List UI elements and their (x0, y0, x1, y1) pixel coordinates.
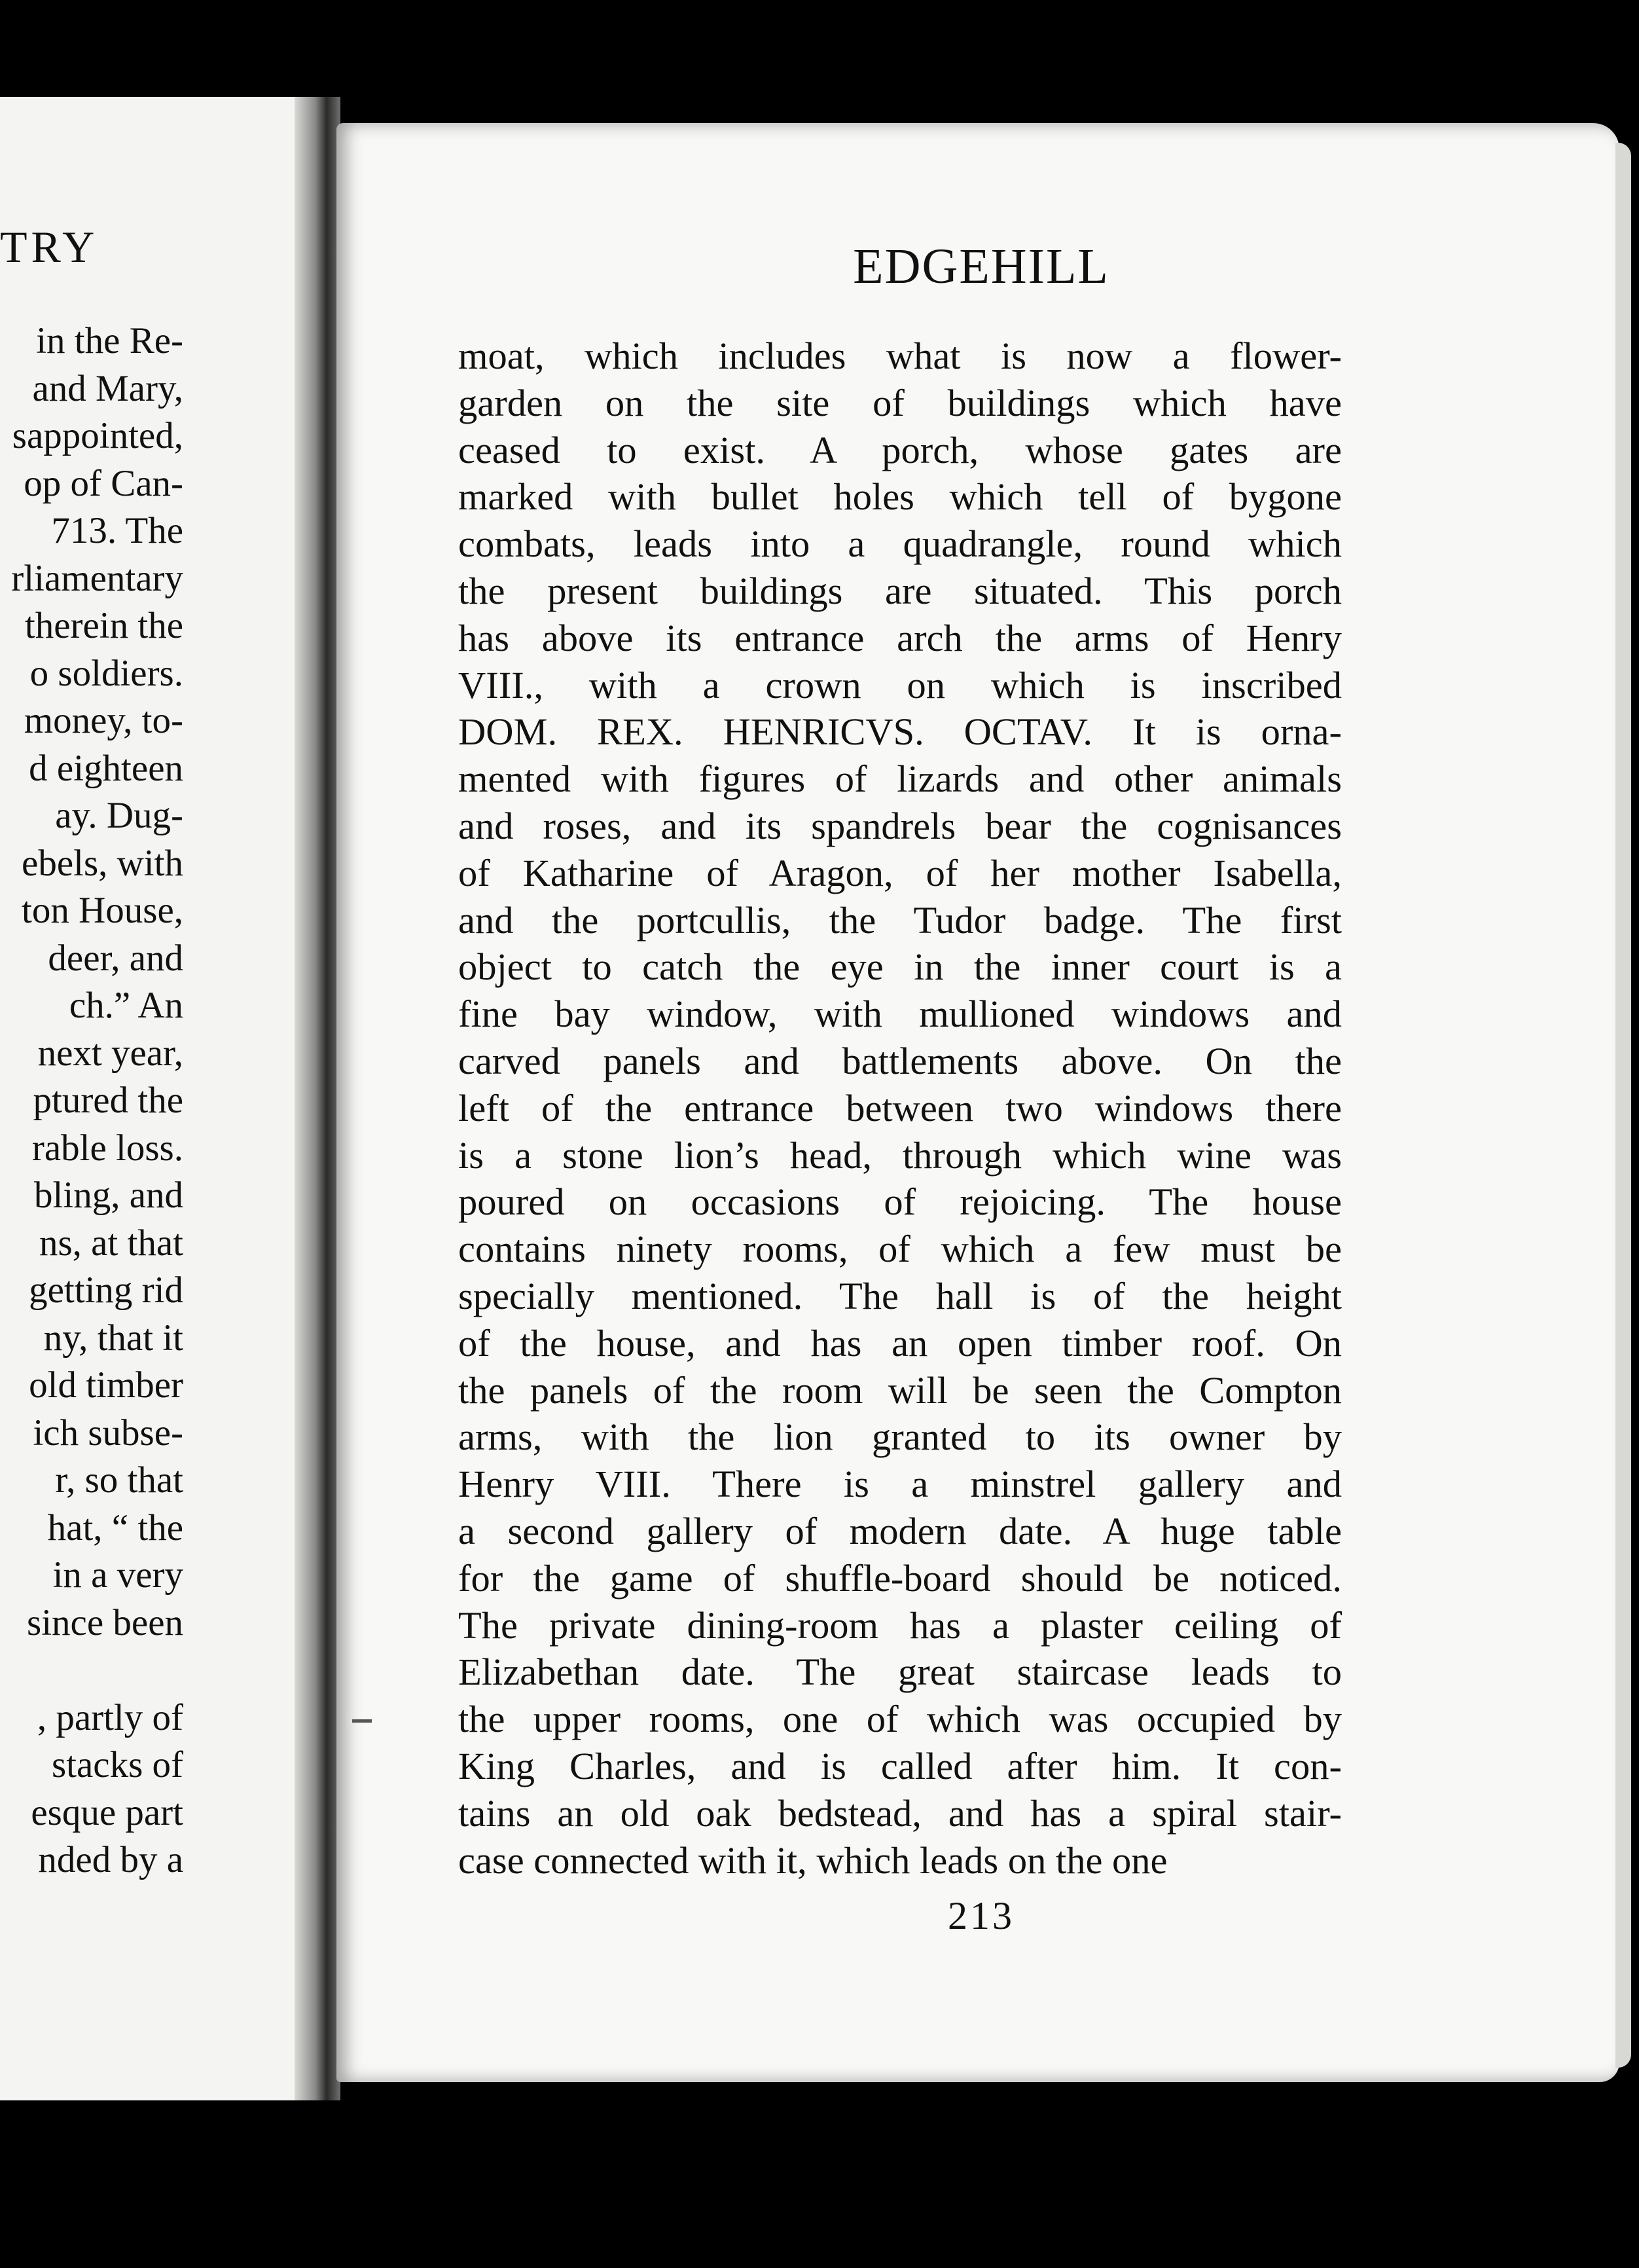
body-line: ceased to exist. A porch, whose gates are (458, 428, 1342, 471)
left-line: ns, at that (39, 1222, 183, 1264)
left-line: therein the (24, 605, 183, 646)
left-line: ich subse- (33, 1412, 183, 1454)
left-line: old timber (29, 1364, 183, 1406)
left-line: rable loss. (31, 1127, 183, 1169)
body-line: arms, with the lion granted to its owner by (458, 1416, 1342, 1459)
left-line: since been (27, 1601, 183, 1643)
body-line: specially mentioned. The hall is of the height (458, 1274, 1342, 1317)
body-line: for the game of shuffle-board should be noticed. (458, 1556, 1342, 1600)
body-line: the panels of the room will be seen the Compton (458, 1368, 1342, 1412)
body-line: a second gallery of modern date. A huge table (458, 1509, 1342, 1552)
left-line: bling, and (34, 1175, 183, 1216)
left-line: hat, “ the (47, 1507, 183, 1548)
left-line: op of Can- (24, 462, 183, 504)
left-line: , partly of (37, 1696, 183, 1738)
left-line: ptured the (33, 1080, 183, 1121)
left-line: 713. The (51, 510, 183, 551)
left-line: ton House, (22, 890, 183, 931)
margin-mark (352, 1719, 372, 1723)
left-line: in a very (52, 1554, 183, 1596)
body-line: and the portcullis, the Tudor badge. The first (458, 898, 1342, 942)
left-line: ch.” An (69, 985, 183, 1026)
body-line: carved panels and battlements above. On the (458, 1039, 1342, 1082)
body-line: of Katharine of Aragon, of her mother Isabella, (458, 851, 1342, 894)
left-line: o soldiers. (29, 652, 183, 694)
left-page (0, 97, 295, 2100)
body-line: of the house, and has an open timber roof. On (458, 1321, 1342, 1364)
right-page (336, 123, 1619, 2082)
left-line: nded by a (38, 1839, 183, 1880)
left-line: ay. Dug- (55, 795, 183, 836)
body-line: DOM. REX. HENRICVS. OCTAV. It is orna- (458, 710, 1342, 754)
body-line: Elizabethan date. The great staircase leads to (458, 1651, 1342, 1694)
left-line: ebels, with (22, 842, 183, 884)
body-line: the upper rooms, one of which was occupied by (458, 1698, 1342, 1741)
body-line: tains an old oak bedstead, and has a spiral stair- (458, 1791, 1342, 1835)
body-line: is a stone lion’s head, through which wine was (458, 1133, 1342, 1177)
body-line: mented with figures of lizards and other animals (458, 758, 1342, 801)
left-line: sappointed, (12, 415, 183, 456)
body-line: poured on occasions of rejoicing. The house (458, 1180, 1342, 1224)
left-line: getting rid (29, 1270, 183, 1311)
body-text (458, 333, 1342, 1884)
running-head: EDGEHILL (853, 239, 1109, 294)
book-gutter (295, 97, 340, 2100)
left-line: esque part (31, 1791, 183, 1833)
left-line: and Mary, (32, 367, 183, 409)
body-line: contains ninety rooms, of which a few must be (458, 1228, 1342, 1271)
body-line: the present buildings are situated. This porch (458, 569, 1342, 612)
left-text-block (11, 318, 183, 1884)
left-line: rliamentary (11, 557, 183, 599)
left-line: next year, (37, 1032, 183, 1074)
body-line: fine bay window, with mullioned windows and (458, 993, 1342, 1036)
left-line: d eighteen (29, 747, 183, 789)
body-line: Henry VIII. There is a minstrel gallery and (458, 1463, 1342, 1506)
left-line: ny, that it (43, 1317, 183, 1359)
left-line: r, so that (55, 1459, 183, 1501)
body-line: left of the entrance between two windows there (458, 1086, 1342, 1129)
page-number: 213 (948, 1894, 1015, 1937)
left-line: money, to- (24, 700, 183, 741)
left-line: stacks of (51, 1744, 183, 1785)
left-running-head: TRY (0, 222, 99, 272)
left-line: deer, and (48, 937, 183, 979)
body-line: VIII., with a crown on which is inscribed (458, 663, 1342, 706)
body-line: marked with bullet holes which tell of bygone (458, 475, 1342, 519)
body-line: moat, which includes what is now a flower- (458, 335, 1342, 377)
body-line: and roses, and its spandrels bear the cognisances (458, 804, 1342, 847)
body-line: garden on the site of buildings which have (458, 381, 1342, 424)
body-line: The private dining-room has a plaster ceiling of (458, 1603, 1342, 1647)
body-line: combats, leads into a quadrangle, round which (458, 522, 1342, 566)
left-line: in the Re- (36, 320, 183, 361)
body-line: object to catch the eye in the inner court is a (458, 945, 1342, 989)
body-line: case connected with it, which leads on the one (458, 1838, 1168, 1882)
left-line (11, 1647, 183, 1694)
body-line: has above its entrance arch the arms of Henry (458, 616, 1342, 659)
body-line: King Charles, and is called after him. It con- (458, 1744, 1342, 1787)
